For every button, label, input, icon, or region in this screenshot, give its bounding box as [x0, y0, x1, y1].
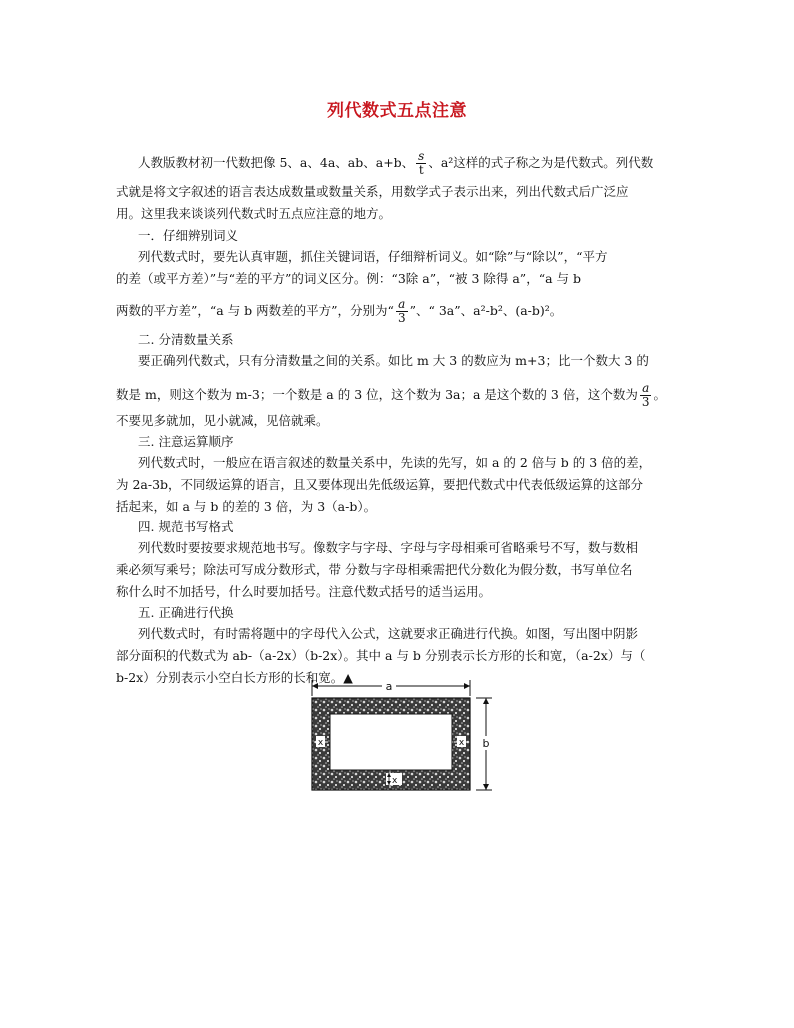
section-2-tail-b: 。 [653, 387, 666, 402]
fraction-denominator: t [416, 163, 426, 177]
section-2-line-1: 要正确列代数式，只有分清数量之间的关系。如比 m 大 3 的数应为 m+3；比一个数大 3 的 [138, 353, 649, 368]
intro-text-b: 、a²这样的式子称之为是代数式。列代数 [428, 155, 654, 170]
section-3-line-1: 列代数式时，一般应在语言叙述的数量关系中，先读的先写，如 a 的 2 倍与 b 的 3 倍的差， [138, 455, 652, 470]
section-5-line-2: 部分面积的代数式为 ab-（a-2x）（b-2x）。其中 a 与 b 分别表示长方形的长和宽，（a-2x）与（ [116, 648, 646, 663]
fraction-s-over-t [416, 150, 426, 177]
section-1-tail-b: ”、“ 3a”、a²-b²、(a-b)²。 [409, 303, 563, 318]
section-5-line-3: b-2x）分别表示小空白长方形的长和宽。▲ [116, 670, 353, 685]
fraction-numerator: s [418, 149, 425, 163]
label-x-left: x [317, 738, 324, 748]
section-3-line-2: 为 2a-3b，不同级运算的语言，且又要体现出先低级运算，要把代数式中代表低级运算的这部分 [116, 477, 644, 492]
section-1-line-3 [116, 298, 562, 325]
intro-line-2: 式就是将文字叙述的语言表达成数量或数量关系，用数学式子表示出来，列出代数式后广泛应 [116, 184, 629, 199]
section-3-line-3: 括起来，如 a 与 b 的差的 3 倍，为 3（a-b）。 [116, 499, 377, 514]
fraction-denominator: 3 [641, 395, 650, 409]
section-2-tail-a: 数是 m，则这个数为 m-3；一个数是 a 的 3 位，这个数为 3a；a 是这个数的 3 倍，这个数为 [116, 387, 638, 402]
section-2-line-3: 不要见多就加，见小就减，见倍就乘。 [116, 413, 329, 428]
label-x-right: x [458, 738, 465, 748]
label-b: b [482, 737, 490, 750]
section-5-line-1: 列代数式时，有时需将题中的字母代入公式，这就要求正确进行代换。如图，写出图中阴影 [138, 626, 639, 641]
intro-line-3: 用。这里我来谈谈列代数式时五点应注意的地方。 [116, 206, 392, 221]
label-x-bottom: x [392, 776, 398, 786]
fraction-a-over-3 [396, 298, 408, 325]
section-1-heading: 一．仔细辨别词义 [138, 228, 239, 243]
fraction-denominator: 3 [397, 311, 406, 325]
section-2-line-2 [116, 382, 666, 409]
intro-text-a: 人教版教材初一代数把像 5、a、4a、ab、a+b、 [138, 155, 415, 170]
section-3-heading: 三. 注意运算顺序 [138, 434, 234, 449]
fraction-numerator: a [398, 297, 406, 311]
section-4-line-3: 称什么时不加括号，什么时要加括号。注意代数式括号的适当运用。 [116, 584, 492, 599]
section-5-heading: 五. 正确进行代换 [138, 605, 234, 620]
section-2-heading: 二. 分清数量关系 [138, 332, 234, 347]
section-1-line-2: 的差（或平方差）”与“差的平方”的词义区分。例：“3除 a”，“被 3 除得 a”，“a 与 b [116, 271, 581, 286]
fraction-a-over-3 [640, 382, 652, 409]
rectangle-figure [306, 676, 498, 796]
section-4-line-2: 乘必须写乘号；除法可写成分数形式，带 分数与字母相乘需把代分数化为假分数，书写单位名 [116, 562, 633, 577]
page-title: 列代数式五点注意 [327, 101, 467, 121]
section-4-heading: 四. 规范书写格式 [138, 519, 234, 534]
rectangle-diagram [306, 676, 498, 796]
intro-line-1 [138, 150, 653, 177]
fraction-numerator: a [642, 381, 650, 395]
inner-rectangle [330, 714, 452, 770]
label-a: a [385, 680, 393, 693]
section-1-line-1: 列代数式时，要先认真审题，抓住关键词语，仔细辩析词义。如“除”与“除以”，“平方 [138, 249, 608, 264]
section-4-line-1: 列代数时要按要求规范地书写。像数字与字母、字母与字母相乘可省略乘号不写，数与数相 [138, 540, 639, 555]
section-1-tail-a: 两数的平方差”，“a 与 b 两数差的平方”，分别为“ [116, 303, 394, 318]
